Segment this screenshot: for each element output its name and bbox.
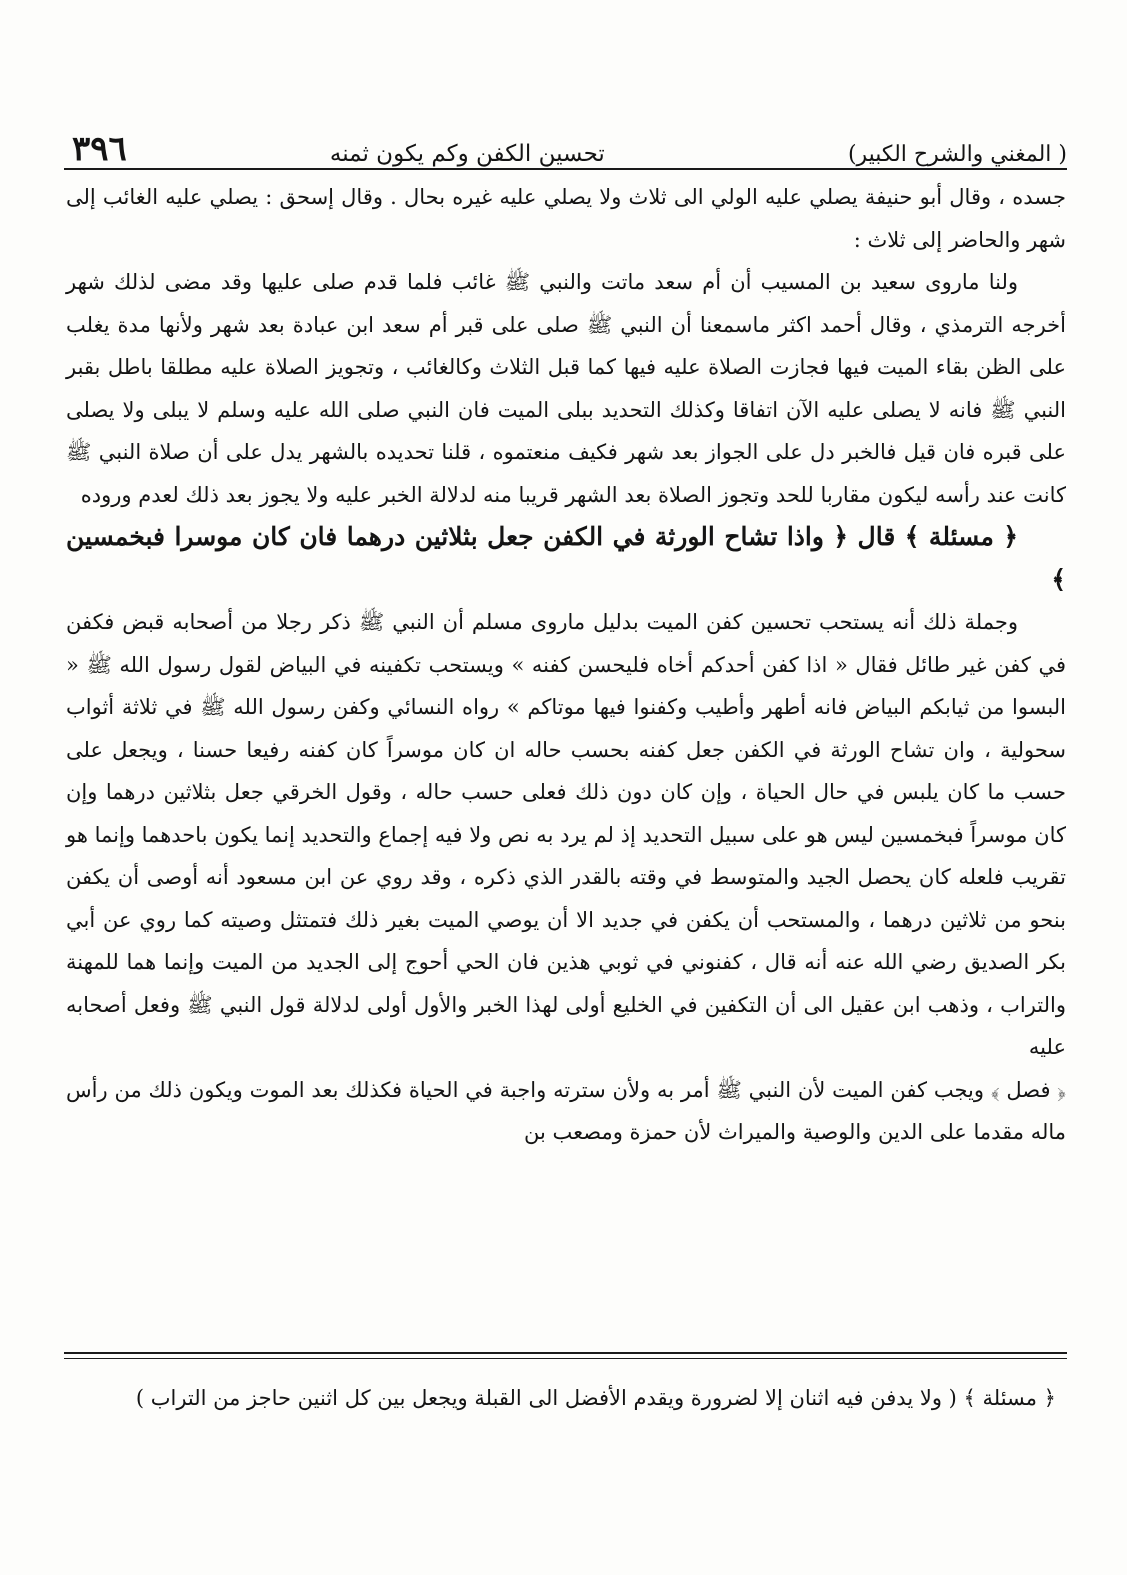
book-title: ( المغني والشرح الكبير)	[847, 142, 1067, 167]
footnote-rule-thin	[64, 1358, 1067, 1359]
paragraph-1: جسده ، وقال أبو حنيفة يصلي عليه الولي الى ثلاث ولا يصلي عليه غيره بحال . وقال إسحق : يصلي عليه الغائب إلى شهر والحاضر إلى ثلاث :	[66, 185, 1066, 252]
footnote-text	[66, 1376, 1066, 1420]
masala-heading: ﴿ مسئلة ﴾ قال ﴿ واذا تشاح الورثة في الكفن جعل بثلاثين درهما فان كان موسرا فبخمسين ﴾	[66, 522, 1066, 594]
header-rule	[64, 168, 1067, 170]
footnote-paragraph: ﴿ مسئلة ﴾ ( ولا يدفن فيه اثنان إلا لضرورة ويقدم الأفضل الى القبلة ويجعل بين كل اثنين حاجز من التراب )	[135, 1386, 1056, 1410]
paragraph-3: وجملة ذلك أنه يستحب تحسين كفن الميت بدليل ماروى مسلم أن النبي ﷺ ذكر رجلا من أصحابه قبض فكفن في كفن غير طائل فقال « اذا كفن أحدكم أخاه فليحسن كفنه » ويستحب تكفينه في البياض لقول رسول الله ﷺ « البسوا من ثيابكم البياض فانه أطهر وأطيب وكفنوا فيها موتاكم » رواه النسائي وكفن رسول الله ﷺ في ثلاثة أثواب سحولية ، وان تشاح الورثة في الكفن جعل كفنه بحسب حاله ان كان موسراً كان كفنه رفيعا حسنا ، ويجعل على حسب ما كان يلبس في حال الحياة ، وإن كان دون ذلك فعلى حسب حاله ، وقول الخرقي جعل بثلاثين درهما وإن كان موسراً فبخمسين ليس هو على سبيل التحديد إذ لم يرد به نص ولا فيه إجماع والتحديد إنما يكون باحدهما وإنما هو تقريب فلعله كان يحصل الجيد والمتوسط في وقته بالقدر الذي ذكره ، وقد روي عن ابن مسعود أنه أوصى أن يكفن بنحو من ثلاثين درهما ، والمستحب أن يكفن في جديد الا أن يوصي الميت بغير ذلك فتمتثل وصيته كما روي عن أبي بكر الصديق رضي الله عنه أنه قال ، كفنوني في ثوبي هذين فان الحي أحوج إلى الجديد من الميت وإنما هما للمهنة والتراب ، وذهب ابن عقيل الى أن التكفين في الخليع أولى لهذا الخبر والأول أولى لدلالة قول النبي ﷺ وفعل أصحابه عليه	[66, 610, 1066, 1059]
main-text	[66, 176, 1066, 1154]
footnote-rule	[64, 1352, 1067, 1354]
paragraph-2: ولنا ماروى سعيد بن المسيب أن أم سعد ماتت والنبي ﷺ غائب فلما قدم صلى عليها وقد مضى لذلك شهر أخرجه الترمذي ، وقال أحمد اكثر ماسمعنا أن النبي ﷺ صلى على قبر أم سعد ابن عبادة بعد شهر ولأنها مدة يغلب على الظن بقاء الميت فيها فجازت الصلاة عليه فيها كما قبل الثلاث وكالغائب ، وتجويز الصلاة عليه مطلقا باطل بقبر النبي ﷺ فانه لا يصلى عليه الآن اتفاقا وكذلك التحديد ببلى الميت فان النبي صلى الله عليه وسلم لا يبلى ولا يصلى على قبره فان قيل فالخبر دل على الجواز بعد شهر فكيف منعتموه ، قلنا تحديده بالشهر يدل على أن صلاة النبي ﷺ كانت عند رأسه ليكون مقاربا للحد وتجوز الصلاة بعد الشهر قريبا منه لدلالة الخبر عليه ولا يجوز بعد ذلك لعدم وروده	[66, 270, 1066, 507]
page-header	[72, 112, 1067, 169]
running-title: تحسين الكفن وكم يكون ثمنه	[329, 141, 605, 167]
page-number: ٣٩٦	[72, 129, 127, 169]
paragraph-4: ﴿ فصل ﴾ ويجب كفن الميت لأن النبي ﷺ أمر به ولأن سترته واجبة في الحياة فكذلك بعد الموت ويكون ذلك من رأس ماله مقدما على الدين والوصية والميراث لأن حمزة ومصعب بن	[66, 1077, 1066, 1144]
